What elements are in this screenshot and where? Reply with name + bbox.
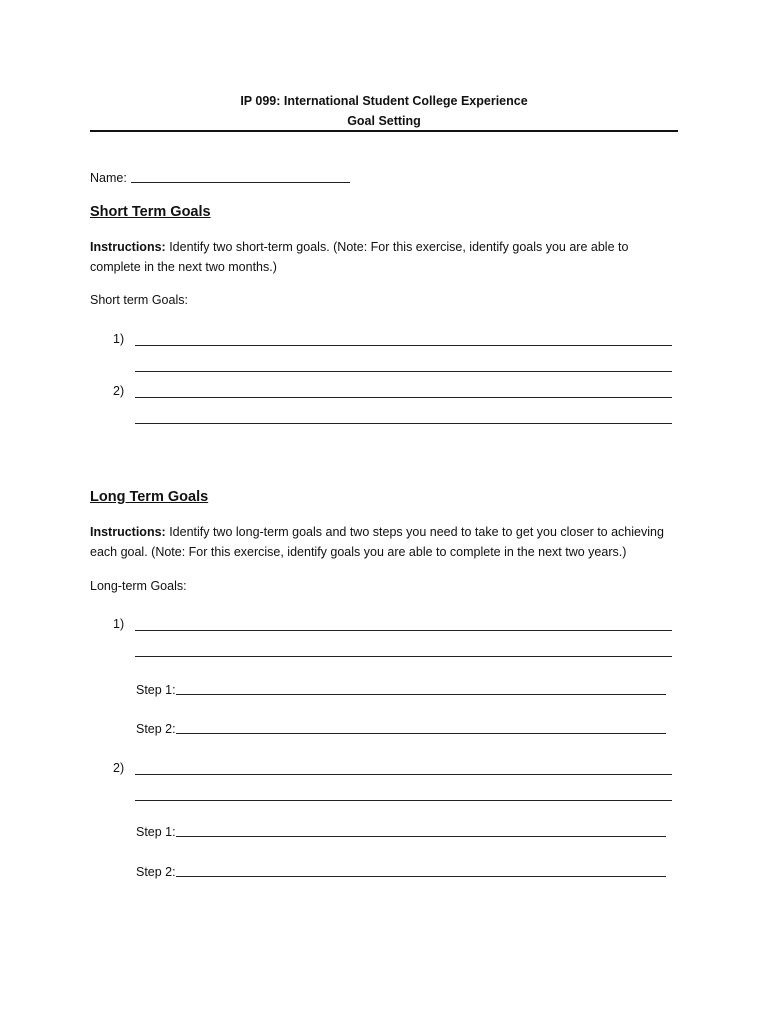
long-term-instructions-text: Identify two long-term goals and two steps you need to take to get you closer to achieving each goal. (Note: For this exercise, identify goals you are able to complete in the next two years.) [90,525,664,559]
short-term-heading: Short Term Goals [90,204,211,220]
document-title: IP 099: International Student College Experience [240,94,528,108]
name-field[interactable] [131,182,350,183]
long-term-instructions-label: Instructions: [90,525,166,539]
short-term-item-number-1: 1) [113,332,125,346]
short-term-instructions [90,237,680,277]
long-term-goal-2-step-2-label: Step 2: [136,865,176,879]
long-term-goal-1-line-2[interactable] [135,656,672,657]
long-term-item-number-2: 2) [113,761,125,775]
long-term-goal-1-line-1[interactable] [135,630,672,631]
short-term-goal-2-line-1[interactable] [135,397,672,398]
name-label: Name: [90,171,127,185]
short-term-goal-2-line-2[interactable] [135,423,672,424]
long-term-goal-1-step-2-label: Step 2: [136,722,176,736]
short-term-item-number-2: 2) [113,384,125,398]
short-term-list-label: Short term Goals: [90,293,188,307]
long-term-goal-1-step-2-line[interactable] [176,733,666,734]
long-term-goal-2-step-1-label: Step 1: [136,825,176,839]
document-subtitle: Goal Setting [347,114,421,128]
short-term-goal-1-line-1[interactable] [135,345,672,346]
long-term-goal-2-line-1[interactable] [135,774,672,775]
long-term-list-label: Long-term Goals: [90,579,187,593]
long-term-heading: Long Term Goals [90,489,209,505]
long-term-goal-2-step-2-line[interactable] [176,876,666,877]
long-term-item-number-1: 1) [113,617,125,631]
short-term-goal-1-line-2[interactable] [135,371,672,372]
long-term-instructions [90,522,685,562]
long-term-goal-2-step-1-line[interactable] [176,836,666,837]
long-term-goal-2-line-2[interactable] [135,800,672,801]
long-term-goal-1-step-1-label: Step 1: [136,683,176,697]
short-term-instructions-label: Instructions: [90,240,166,254]
short-term-instructions-text: Identify two short-term goals. (Note: For this exercise, identify goals you are able to complete in the next two months.) [90,240,629,274]
header-rule [90,130,678,132]
long-term-goal-1-step-1-line[interactable] [176,694,666,695]
